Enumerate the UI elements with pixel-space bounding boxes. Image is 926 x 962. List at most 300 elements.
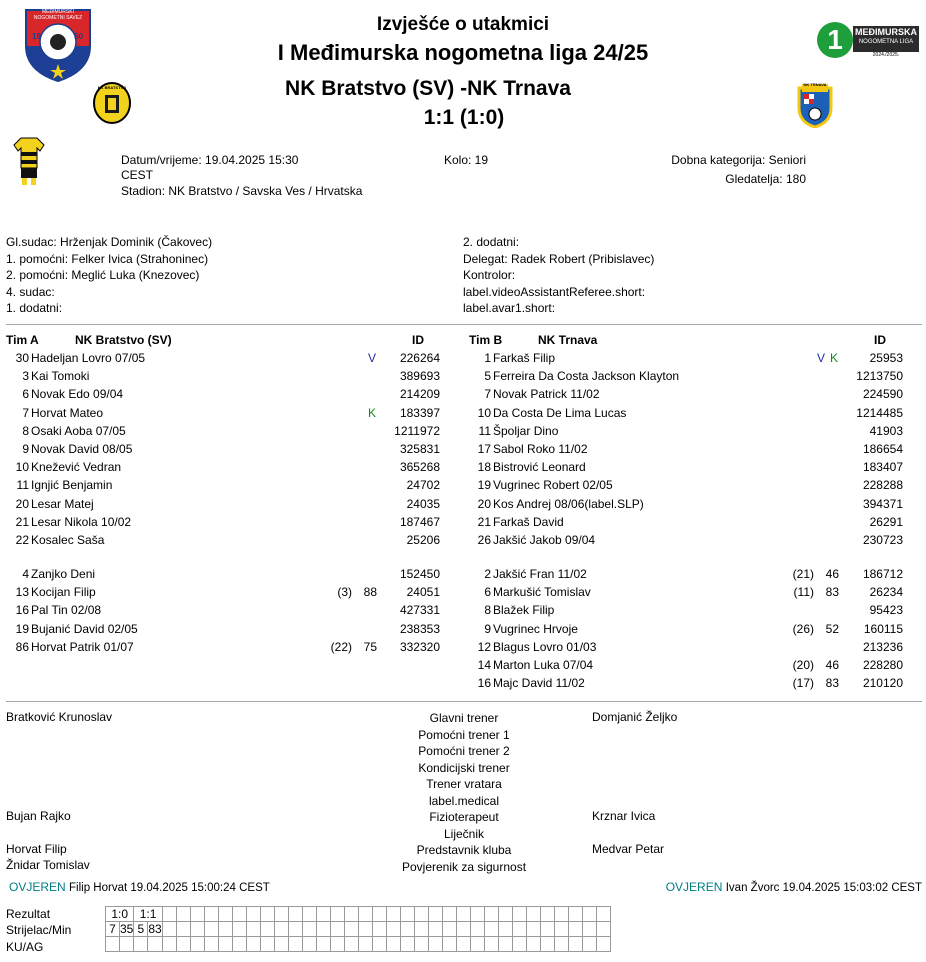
ku-ag-cell [442, 937, 456, 952]
substitution-minute: 83 [825, 585, 839, 600]
scorer-cell [484, 922, 498, 937]
player-name: Horvat Mateo [31, 405, 104, 420]
player-id: 183407 [862, 460, 903, 475]
player-row [0, 602, 926, 618]
player-id: 213236 [862, 639, 903, 654]
away-crest-text: NK TRNAVA [803, 82, 827, 87]
player-id: 365268 [399, 460, 440, 475]
substitution-minute: 52 [825, 621, 839, 636]
player-name: Novak David 08/05 [31, 442, 133, 456]
scorer-cell [400, 922, 414, 937]
ku-ag-cell [302, 937, 316, 952]
player-name: Bistrović Leonard [493, 460, 586, 475]
verified-text-left: Filip Horvat 19.04.2025 15:00:24 CEST [69, 882, 270, 894]
ku-ag-cell [582, 937, 596, 952]
scorer-cell [344, 922, 358, 937]
official-additional-2: 2. dodatni: [463, 235, 520, 249]
player-row [0, 496, 926, 512]
player-number: 16 [15, 603, 29, 618]
ku-ag-cell [134, 937, 148, 952]
scorer-cell [260, 922, 274, 937]
jersey-icon [13, 136, 45, 186]
league-logo-line1: MEĐIMURSKA [855, 27, 917, 37]
player-number: 8 [22, 423, 29, 438]
ku-ag-cell [190, 937, 204, 952]
result-cell [232, 907, 246, 922]
player-row [0, 566, 926, 582]
player-number: 20 [15, 496, 29, 511]
ku-ag-cell [176, 937, 190, 952]
official-delegate: Delegat: Radek Robert (Pribislavec) [463, 251, 655, 266]
result-cell [442, 907, 456, 922]
player-row [0, 675, 926, 691]
scorer-cell: 7 [106, 922, 120, 937]
ku-ag-cell [498, 937, 512, 952]
substitution-minute: 75 [363, 639, 377, 654]
result-cell [400, 907, 414, 922]
player-number: 19 [477, 478, 491, 493]
player-number: 8 [484, 603, 491, 618]
scorer-cell [330, 922, 344, 937]
official-fourth: 4. sudac: [6, 284, 55, 299]
ku-ag-cell [288, 937, 302, 952]
player-row [0, 459, 926, 475]
ku-ag-cell [526, 937, 540, 952]
player-row [0, 639, 926, 655]
scorer-cell [358, 922, 372, 937]
player-name: Marton Luka 07/04 [493, 658, 594, 672]
player-number: 13 [15, 585, 29, 600]
player-name: Ferreira Da Costa Jackson Klayton [493, 369, 680, 384]
ku-ag-cell [512, 937, 526, 952]
role-club-rep: Predstavnik kluba [416, 843, 512, 857]
ku-ag-cell [414, 937, 428, 952]
team-separator: - [460, 77, 468, 100]
substitution-number: (3) [337, 585, 352, 600]
age-category: Dobna kategorija: Seniori [671, 153, 806, 167]
scorer-cell [470, 922, 484, 937]
substitution-number: (20) [792, 658, 814, 672]
ku-ag-cell [358, 937, 372, 952]
role-assistant-coach-2: Pomoćni trener 2 [418, 744, 510, 758]
team-b-id-header: ID [874, 333, 886, 347]
result-cell [596, 907, 610, 922]
player-name: Majc David 11/02 [493, 676, 585, 691]
scorer-cell [218, 922, 232, 937]
ku-ag-cell [456, 937, 470, 952]
scorer-cell [316, 922, 330, 937]
result-cell [456, 907, 470, 922]
official-additional-1: 1. dodatni: [6, 301, 63, 315]
player-number: 16 [477, 676, 491, 691]
result-cell [302, 907, 316, 922]
player-number: 17 [477, 442, 491, 456]
scorer-cell [302, 922, 316, 937]
league-logo-number: 1 [827, 24, 843, 55]
player-name: Novak Edo 09/04 [31, 387, 124, 402]
ku-ag-cell [148, 937, 162, 952]
ku-ag-cell [316, 937, 330, 952]
player-number: 18 [477, 460, 491, 475]
result-cell [386, 907, 400, 922]
player-row [0, 350, 926, 366]
substitution-number: (11) [793, 585, 814, 600]
player-name: Kos Andrej 08/06(label.SLP) [493, 496, 644, 511]
role-security: Povjerenik za sigurnost [401, 859, 527, 874]
player-name: Novak Patrick 11/02 [493, 387, 600, 402]
player-id: 183397 [399, 405, 440, 420]
verified-text-right: Ivan Žvorc 19.04.2025 15:03:02 CEST [725, 882, 922, 894]
result-score-cell: 1:0 [106, 907, 134, 922]
player-number: 26 [477, 533, 491, 547]
player-id: 238353 [399, 621, 440, 636]
verified-status-left: OVJEREN [9, 880, 66, 894]
player-row [0, 477, 926, 493]
ku-ag-cell [386, 937, 400, 952]
scorer-cell [540, 922, 554, 937]
role-doctor: Liječnik [443, 826, 485, 841]
ku-ag-cell [372, 937, 386, 952]
player-row [0, 621, 926, 637]
league-logo-line2: NOGOMETNA LIGA [858, 39, 914, 45]
player-id: 230723 [862, 533, 903, 547]
player-row [0, 657, 926, 673]
player-number: 9 [22, 442, 29, 456]
scorer-cell [456, 922, 470, 937]
result-cell [344, 907, 358, 922]
captain-mark: K [368, 405, 377, 420]
player-row [0, 514, 926, 530]
scorer-cell [512, 922, 526, 937]
official-avar: label.avar1.short: [463, 301, 556, 315]
ku-ag-cell [246, 937, 260, 952]
ku-ag-cell [554, 937, 568, 952]
player-name: Blagus Lovro 01/03 [493, 639, 597, 654]
ku-ag-cell [204, 937, 218, 952]
away-team-name: NK Trnava [467, 77, 571, 100]
player-number: 22 [15, 533, 29, 547]
scorer-cell [372, 922, 386, 937]
player-id: 24702 [406, 478, 440, 493]
scorer-cell [554, 922, 568, 937]
scorer-cell: 83 [148, 922, 162, 936]
result-cell [540, 907, 554, 922]
player-id: 26291 [869, 514, 903, 529]
player-name: Sabol Roko 11/02 [493, 442, 588, 456]
player-name: Farkaš Filip [493, 351, 556, 365]
player-id: 1213750 [856, 369, 903, 384]
player-name: Lesar Matej [31, 496, 94, 511]
result-cell [288, 907, 302, 922]
role-medical: label.medical [428, 793, 500, 808]
result-cell [484, 907, 498, 922]
official-main-referee: Gl.sudac: Hrženjak Dominik (Čakovec) [6, 235, 213, 249]
player-number: 7 [22, 405, 29, 420]
scorer-label: Strijelac/Min [6, 923, 72, 937]
scorer-cell [596, 922, 610, 937]
league-logo-line3: 2024./2025. [872, 52, 900, 58]
substitution-minute: 46 [825, 567, 839, 581]
player-number: 2 [484, 567, 491, 581]
ku-ag-cell [596, 937, 610, 952]
federation-logo-caption: MEĐIMURSKI NOGOMETNI SAVEZ [33, 9, 83, 21]
player-name: Špoljar Dino [493, 423, 559, 438]
player-name: Blažek Filip [493, 603, 555, 618]
player-id: 228280 [862, 658, 903, 672]
result-cell [470, 907, 484, 922]
ku-ag-cell [400, 937, 414, 952]
role-head-coach: Glavni trener [429, 711, 499, 725]
report-title: Izvješće o utakmici [376, 14, 550, 35]
team-a-name: NK Bratstvo (SV) [75, 333, 172, 347]
spectators: Gledatelja: 180 [725, 172, 806, 186]
scorer-cell [162, 922, 176, 937]
physio-b: Krznar Ivica [592, 809, 656, 823]
scorer-cell [582, 922, 596, 937]
scorer-cell [246, 922, 260, 937]
result-cell [246, 907, 260, 922]
ku-ag-cell [260, 937, 274, 952]
player-id: 26234 [869, 585, 903, 600]
player-number: 6 [22, 387, 29, 402]
substitution-number: (26) [792, 621, 814, 636]
ku-ag-cell [568, 937, 582, 952]
ku-ag-cell [120, 937, 134, 952]
player-id: 228288 [862, 478, 903, 493]
player-number: 11 [478, 423, 491, 438]
player-id: 41903 [869, 423, 903, 438]
player-name: Ignjić Benjamin [31, 478, 113, 493]
result-cell [358, 907, 372, 922]
player-number: 19 [15, 621, 29, 636]
substitution-minute: 88 [363, 585, 377, 600]
result-grid [105, 906, 611, 952]
player-name: Farkaš David [493, 514, 564, 529]
home-crest-text: NK BRATSTVO [97, 85, 127, 90]
substitution-minute: 83 [825, 676, 839, 691]
player-id: 25953 [869, 351, 903, 365]
player-id: 24051 [406, 585, 440, 600]
result-cell [372, 907, 386, 922]
player-number: 20 [477, 496, 491, 511]
player-number: 86 [15, 639, 29, 654]
verified-status-right: OVJEREN [665, 880, 723, 894]
result-cell [316, 907, 330, 922]
player-id: 186654 [862, 442, 903, 456]
player-id: 224590 [862, 387, 903, 402]
official-var: label.videoAssistantReferee.short: [463, 284, 646, 299]
player-id: 95423 [869, 603, 903, 618]
scorer-cell [204, 922, 218, 937]
player-id: 1211972 [394, 423, 440, 438]
result-cell [526, 907, 540, 922]
captain-mark: V [817, 351, 826, 365]
player-id: 186712 [862, 567, 903, 581]
result-cell [414, 907, 428, 922]
role-goalkeeper-coach: Trener vratara [426, 777, 502, 791]
player-row [0, 368, 926, 384]
player-number: 11 [16, 478, 29, 493]
player-id: 1214485 [856, 405, 903, 420]
player-id: 214209 [399, 387, 440, 402]
scorer-cell [288, 922, 302, 937]
player-number: 9 [484, 621, 491, 636]
result-cell [512, 907, 526, 922]
result-cell [582, 907, 596, 922]
scorer-cell [498, 922, 512, 937]
ku-ag-cell [470, 937, 484, 952]
player-id: 210120 [862, 676, 903, 691]
match-stadium: Stadion: NK Bratstvo / Savska Ves / Hrvatska [121, 184, 363, 198]
player-name: Vugrinec Hrvoje [493, 621, 578, 636]
player-name: Osaki Aoba 07/05 [31, 423, 126, 438]
team-a-id-header: ID [412, 333, 424, 347]
result-score-cell: 1:1 [134, 907, 162, 922]
substitution-minute: 46 [825, 658, 839, 672]
player-name: Hadeljan Lovro 07/05 [31, 351, 146, 365]
separator-line [6, 701, 922, 702]
player-id: 325831 [399, 442, 440, 456]
player-number: 10 [477, 405, 491, 420]
officials-left [6, 234, 212, 317]
result-cell [498, 907, 512, 922]
result-cell [218, 907, 232, 922]
player-name: Jakšić Jakob 09/04 [493, 533, 596, 547]
player-id: 24035 [406, 496, 440, 511]
staff-roles [364, 710, 564, 875]
scorer-cell [274, 922, 288, 937]
player-id: 160115 [863, 621, 903, 636]
ku-ag-cell [232, 937, 246, 952]
result-cell [568, 907, 582, 922]
captain-mark: V [368, 351, 377, 365]
player-row [0, 423, 926, 439]
scorer-cell [232, 922, 246, 937]
result-cell [554, 907, 568, 922]
scorer-cell [442, 922, 456, 937]
scorer-cell [190, 922, 204, 937]
result-cell [260, 907, 274, 922]
player-row [0, 405, 926, 421]
player-number: 30 [15, 351, 29, 365]
player-number: 4 [22, 567, 29, 581]
result-cell [330, 907, 344, 922]
player-number: 1 [484, 351, 491, 365]
league-title: I Međimurska nogometna liga 24/25 [277, 40, 649, 65]
player-name: Bujanić David 02/05 [31, 621, 138, 636]
role-physio: Fizioterapeut [429, 810, 499, 824]
player-number: 7 [484, 387, 491, 402]
team-b-label: Tim B [469, 333, 503, 347]
scorer-cell [386, 922, 400, 937]
ku-ag-cell [428, 937, 442, 952]
head-coach-b: Domjanić Željko [592, 710, 678, 724]
ku-ag-cell [540, 937, 554, 952]
player-number: 21 [15, 514, 29, 529]
player-name: Jakšić Fran 11/02 [493, 567, 587, 581]
ku-ag-cell [484, 937, 498, 952]
result-label: Rezultat [6, 907, 51, 921]
result-cell [176, 907, 190, 922]
scorer-cell [428, 922, 442, 937]
player-name: Da Costa De Lima Lucas [493, 405, 627, 420]
ku-ag-cell [106, 937, 120, 952]
player-number: 3 [22, 369, 29, 384]
player-id: 332320 [399, 639, 440, 654]
substitution-number: (21) [792, 567, 814, 581]
ku-ag-cell [330, 937, 344, 952]
ku-ag-cell [344, 937, 358, 952]
scorer-cell [568, 922, 582, 937]
team-a-label: Tim A [6, 333, 39, 347]
player-name: Pal Tin 02/08 [31, 603, 102, 618]
player-id: 226264 [399, 351, 440, 365]
player-id: 187467 [399, 514, 440, 529]
player-number: 14 [477, 658, 491, 672]
verification-left [9, 880, 270, 894]
player-row [0, 441, 926, 457]
player-name: Knežević Vedran [31, 460, 122, 475]
scorer-cell: 5 [134, 922, 148, 937]
ku-ag-label: KU/AG [6, 940, 44, 954]
player-name: Kocijan Filip [31, 585, 96, 600]
result-cell [274, 907, 288, 922]
player-row [0, 532, 926, 548]
scorer-cell: 35 [120, 922, 134, 936]
player-id: 389693 [399, 369, 440, 384]
captain-mark: K [830, 351, 839, 365]
player-number: 12 [477, 639, 491, 654]
club-rep-b: Medvar Petar [592, 842, 665, 856]
physio-a: Bujan Rajko [6, 809, 71, 823]
player-name: Kosalec Saša [31, 533, 105, 547]
federation-logo-year-left: 19 [32, 32, 41, 41]
player-number: 5 [484, 369, 491, 384]
player-row [0, 584, 926, 600]
player-name: Kai Tomoki [31, 369, 90, 384]
separator-line [6, 324, 922, 325]
match-teams [200, 77, 656, 101]
head-coach-a: Bratković Krunoslav [6, 710, 113, 724]
role-fitness-coach: Kondicijski trener [418, 760, 510, 775]
substitution-number: (17) [792, 676, 814, 691]
federation-logo-year-right: 50 [74, 32, 83, 41]
match-score: 1:1 (1:0) [423, 106, 505, 129]
home-team-name: NK Bratstvo (SV) [285, 77, 455, 100]
player-number: 10 [15, 460, 29, 475]
player-number: 21 [477, 514, 491, 529]
official-assistant-2: 2. pomoćni: Meglić Luka (Knezovec) [6, 268, 200, 282]
role-assistant-coach-1: Pomoćni trener 1 [418, 727, 510, 742]
club-rep-a: Horvat Filip [6, 842, 67, 856]
match-datetime: Datum/vrijeme: 19.04.2025 15:30 [121, 153, 299, 167]
player-name: Zanjko Deni [31, 567, 96, 581]
away-crest [796, 80, 834, 128]
player-name: Lesar Nikola 10/02 [31, 514, 132, 529]
match-round: Kolo: 19 [444, 153, 489, 167]
player-name: Horvat Patrik 01/07 [31, 639, 134, 654]
official-assistant-1: 1. pomoćni: Felker Ivica (Strahoninec) [6, 251, 209, 266]
ku-ag-cell [162, 937, 176, 952]
player-id: 427331 [399, 603, 440, 618]
verification-right [560, 880, 922, 894]
result-cell [428, 907, 442, 922]
scorer-cell [414, 922, 428, 937]
result-cell [190, 907, 204, 922]
player-number: 6 [484, 585, 491, 600]
ku-ag-cell [218, 937, 232, 952]
security-a: Žnidar Tomislav [6, 858, 90, 872]
